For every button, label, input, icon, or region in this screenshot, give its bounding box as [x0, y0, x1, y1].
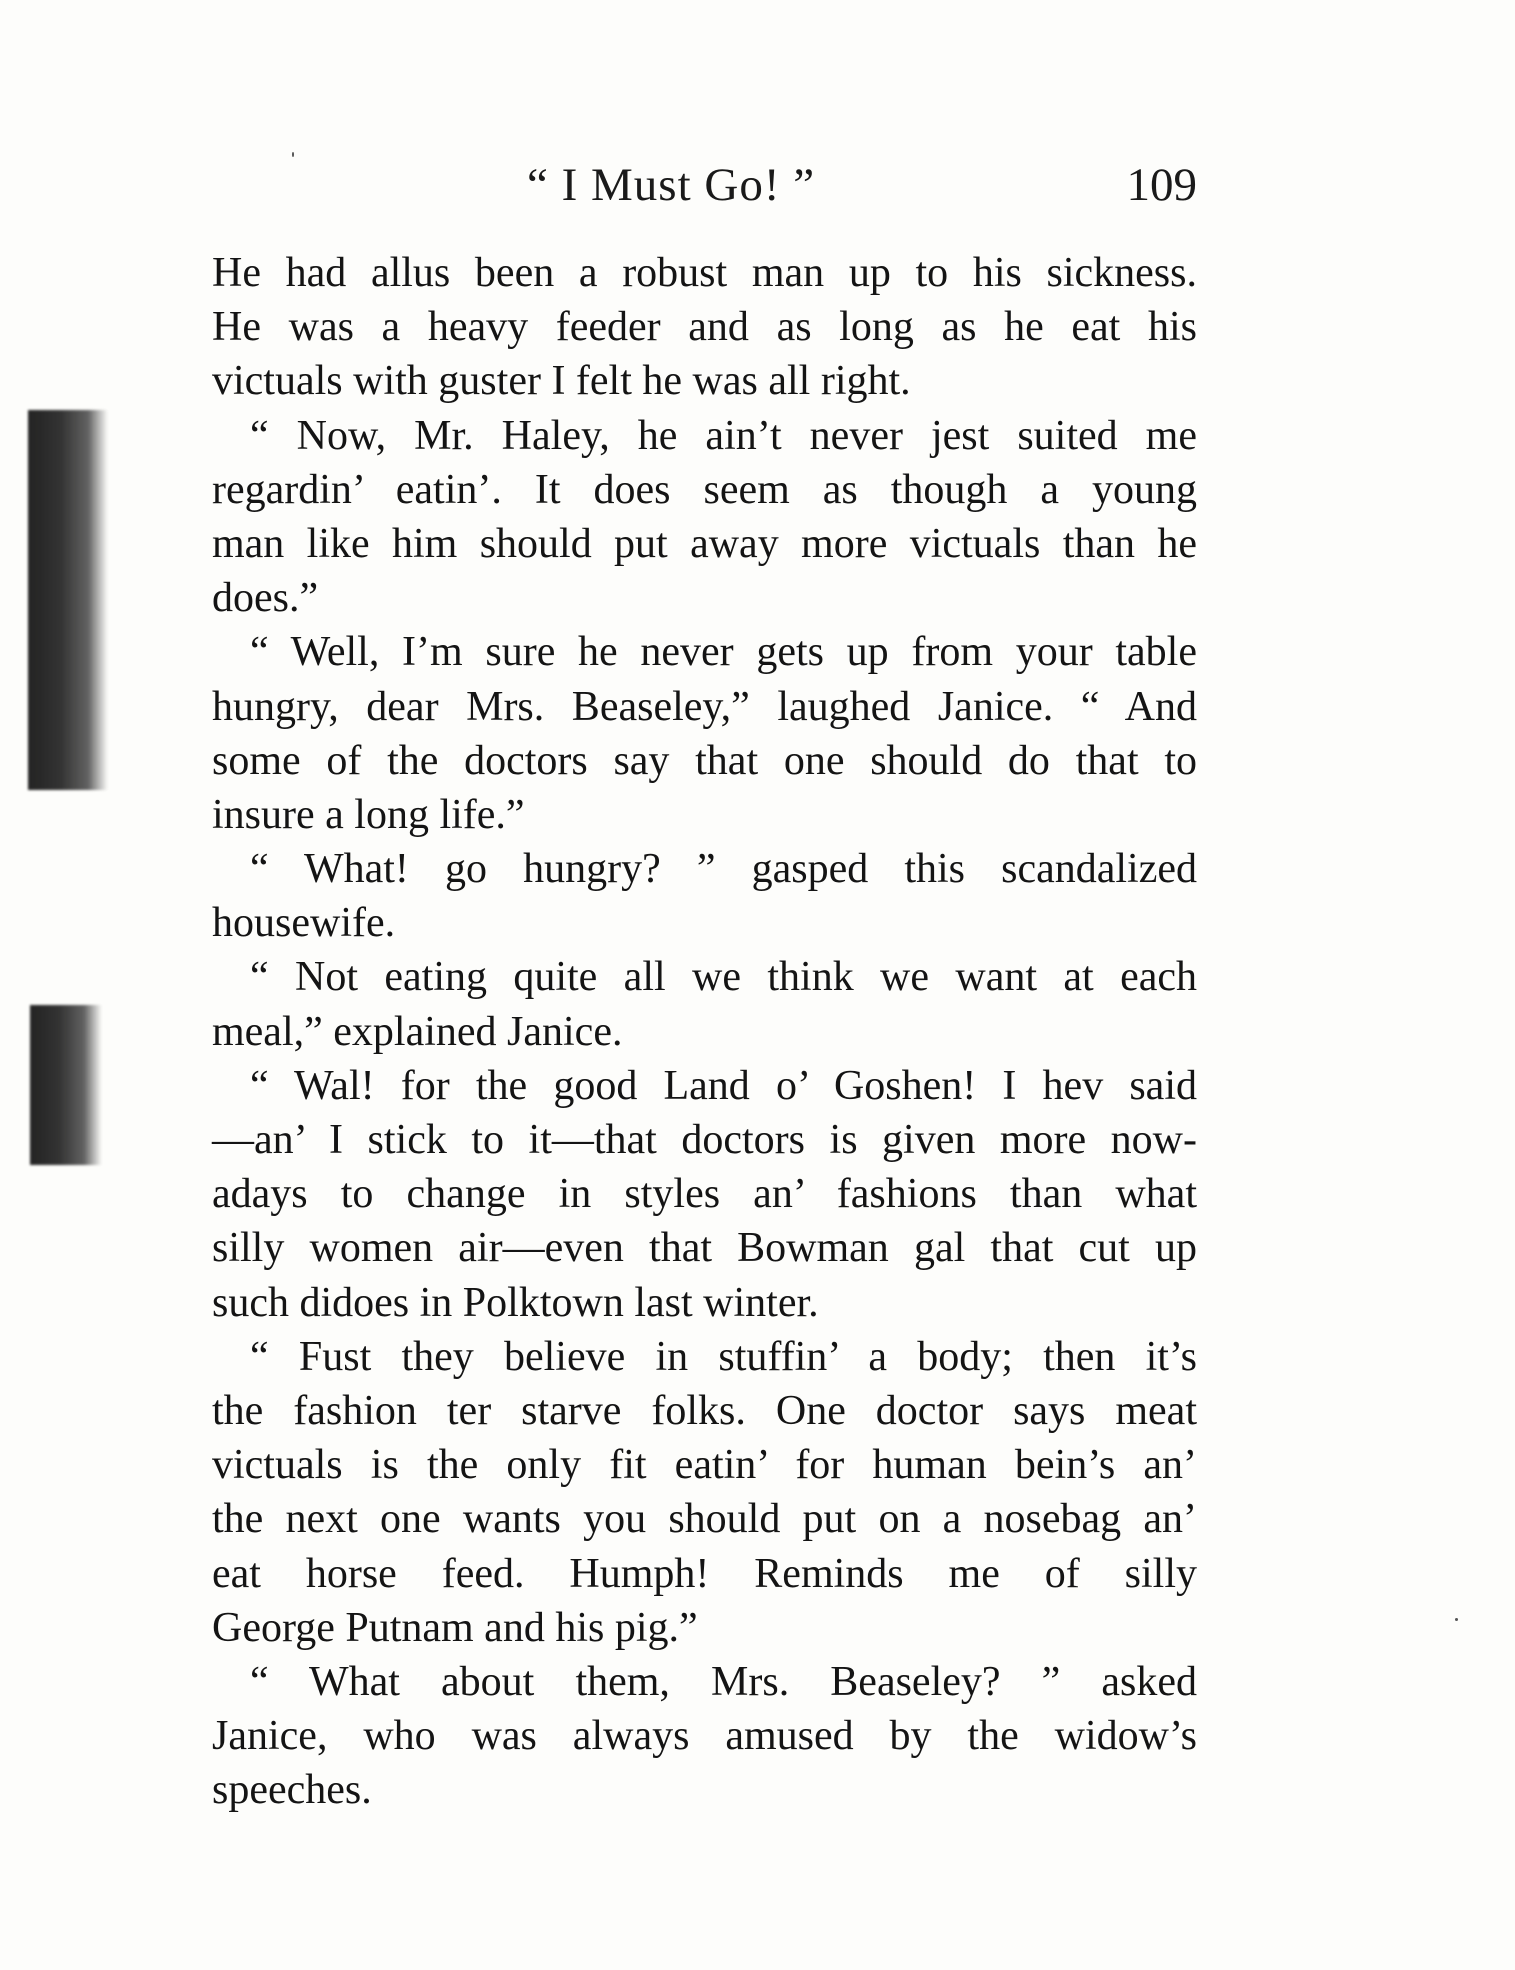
text-line: hungry, dear Mrs. Beaseley,” laughed Janice. “ And: [212, 683, 1197, 730]
text-line: —an’ I stick to it—that doctors is given more now-: [212, 1117, 1197, 1163]
text-line: adays to change in styles an’ fashions than what: [212, 1171, 1197, 1218]
running-title: “ I Must Go! ”: [527, 159, 816, 211]
text-line: He was a heavy feeder and as long as he eat his: [212, 304, 1197, 351]
scan-speck: [1455, 1618, 1458, 1621]
text-line: George Putnam and his pig.”: [212, 1604, 698, 1651]
text-line: meal,” explained Janice.: [212, 1008, 623, 1055]
page-header: [212, 158, 1197, 228]
body-text: [212, 246, 1197, 1817]
text-line: “ Fust they believe in stuffin’ a body; then it’s: [250, 1333, 1197, 1380]
text-line: “ Now, Mr. Haley, he ain’t never jest suited me: [250, 412, 1197, 459]
text-line: silly women air—even that Bowman gal that cut up: [212, 1225, 1197, 1272]
text-line: “ What about them, Mrs. Beaseley? ” asked: [250, 1658, 1197, 1705]
page-number: 109: [1126, 159, 1197, 211]
text-line: such didoes in Polktown last winter.: [212, 1279, 819, 1326]
text-line: does.”: [212, 575, 319, 622]
text-line: some of the doctors say that one should do that to: [212, 737, 1197, 784]
text-line: housewife.: [212, 900, 396, 947]
text-line: speeches.: [212, 1767, 372, 1814]
text-line: eat horse feed. Humph! Reminds me of silly: [212, 1550, 1197, 1597]
scan-speck: [292, 152, 294, 157]
text-line: “ Not eating quite all we think we want at each: [250, 954, 1197, 1001]
text-line: “ Well, I’m sure he never gets up from your table: [250, 629, 1197, 676]
text-line: the next one wants you should put on a nosebag an’: [212, 1496, 1197, 1543]
text-line: victuals is the only fit eatin’ for human bein’s an’: [212, 1442, 1197, 1489]
text-line: man like him should put away more victuals than he: [212, 520, 1197, 567]
text-line: victuals with guster I felt he was all right.: [212, 358, 911, 405]
text-line: “ What! go hungry? ” gasped this scandalized: [250, 846, 1197, 893]
text-line: He had allus been a robust man up to his sickness.: [212, 250, 1197, 296]
scan-margin-mark: [28, 410, 108, 790]
text-line: the fashion ter starve folks. One doctor says meat: [212, 1387, 1197, 1434]
text-line: “ Wal! for the good Land o’ Goshen! I hev said: [250, 1062, 1197, 1109]
text-line: insure a long life.”: [212, 791, 525, 838]
text-line: Janice, who was always amused by the widow’s: [212, 1713, 1197, 1760]
scan-margin-mark: [30, 1005, 102, 1165]
text-line: regardin’ eatin’. It does seem as though a young: [212, 466, 1197, 513]
